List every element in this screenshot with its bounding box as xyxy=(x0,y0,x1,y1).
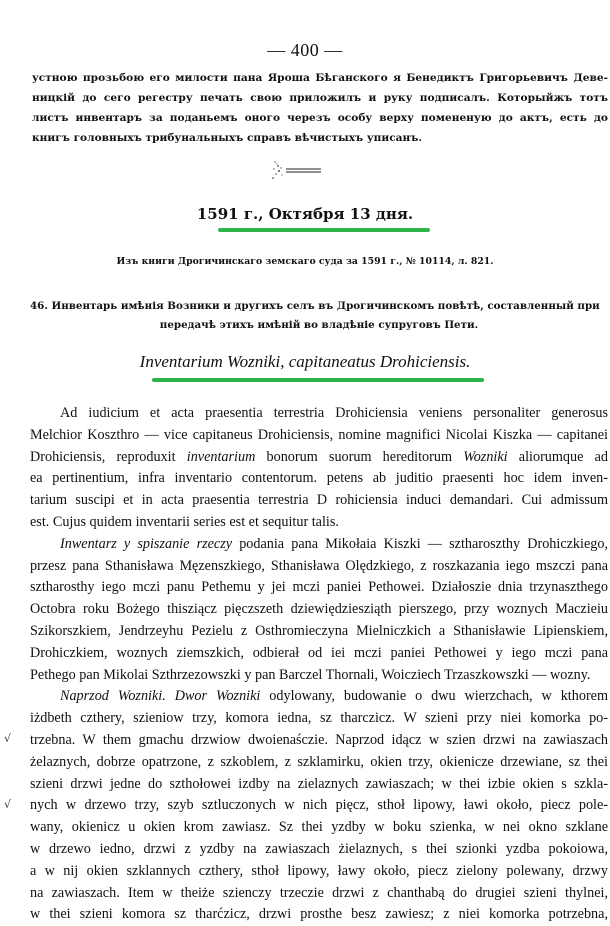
body-line xyxy=(30,817,608,839)
body-line xyxy=(30,643,608,665)
text-run: est. Cujus quidem inventarii series est et sequitur talis. xyxy=(30,513,339,530)
body-line xyxy=(30,883,608,905)
body-line xyxy=(30,468,608,490)
text-run: żelaznych, dobrze opatrzone, z szkoblem, z szklamirku, okien trzy, okienicze drzewiane, sz thei xyxy=(30,753,608,770)
text-run: szieni drzwi jedne do szthołowei izdby na zielaznych zawiaszach; w thei izbie okien s szkla- xyxy=(30,775,608,792)
text-run: trzebna. W them gmachu drzwiow dwoienaśczie. Naprzod idącz w szien drzwi na zawiaszach xyxy=(30,731,608,748)
text-run: odylowany, budowanie o dwu wierzchach, w kthorem xyxy=(260,688,608,705)
body-line xyxy=(30,752,608,774)
text-run: sztharosthy iego mczi panu Pethemu y jei mczi paniei Pethowei. Działoszie dnia trzynaszthego xyxy=(30,579,608,596)
body-line xyxy=(30,403,608,425)
body-line xyxy=(30,577,608,599)
body-line xyxy=(30,556,608,578)
text-run: w drzewo iedno, drzwi z yzdby na zawiaszach żielaznych, s thei szionki yzdba pokoiowa, xyxy=(30,840,608,857)
source-note: Изъ книги Дрогичинскаго земскаго суда за 1591 г., № 10114, л. 821. xyxy=(116,256,494,267)
body-line xyxy=(30,861,608,883)
text-run: na zawiaszach. Item w theiże szienczy trzeczie drzwi z chanthabą do drugiei szieni thylnei, xyxy=(30,884,608,901)
text-run: Drohiciensis, reproduxit xyxy=(30,448,187,465)
body-line xyxy=(30,686,608,708)
body-line xyxy=(30,774,608,796)
body-line xyxy=(30,512,608,534)
document-title xyxy=(30,297,608,335)
date-heading: 1591 г., Октября 13 дня. xyxy=(196,205,414,223)
body-line xyxy=(30,425,608,447)
text-run: Drohiczkiem, woznych ziemszkich, odbierał od iei mczi paniei Pethowei y iego mczi pana xyxy=(30,644,608,661)
italic-phrase: Naprzod Wozniki. Dwor Wozniki xyxy=(60,688,261,705)
text-run: Ad iudicium et acta praesentia terrestria Drohiciensia veniens personaliter generosus xyxy=(60,405,608,421)
text-run: a w nij okien szklannych czthery, sthoł lipowy, ławy około, piecz zielony polewany, drzwy xyxy=(30,862,608,879)
body-line xyxy=(30,708,608,730)
latin-title: Inventarium Wozniki, capitaneatus Drohiciensis. xyxy=(139,352,471,371)
body-line xyxy=(30,490,608,512)
text-run: ea pertinentium, infra inventario contentorum. petens ab juditio praesenti hoc idem inven- xyxy=(30,470,608,487)
text-run: tarium suscipi et in acta praesentia terrestria D rohiciensia induci demandari. Cui admissum xyxy=(30,492,608,509)
ornament-divider-icon xyxy=(270,156,350,186)
date-heading-highlight xyxy=(218,228,430,232)
text-run: Pethego pan Mikolai Szthrzezowszki y pan Barczel Thornali, Woicziech Trzaszkowszki — wozny. xyxy=(30,666,591,683)
page-number: — 400 — xyxy=(267,40,343,60)
latin-title-highlight xyxy=(152,378,484,382)
text-run: wany, okienicz u okien krom zawiasz. Sz thei yzdby w boku szienka, w nei okno szklane xyxy=(30,819,608,836)
body-line xyxy=(30,839,608,861)
body-line xyxy=(30,665,608,687)
body-line xyxy=(30,621,608,643)
italic-phrase: Inwentarz y spiszanie rzeczy xyxy=(60,535,233,552)
italic-phrase: inventarium xyxy=(186,448,256,465)
text-run: Szikorszkiem, Jendrzeyhu Pezielu z Osthromieczyna Mielniczkich a Sthanisławie Lipienskiem, xyxy=(30,622,608,639)
body-text xyxy=(30,403,608,926)
text-run: przesz pana Sthanisława Męzenszkiego, Sthanisława Olędzkiego, z roszkazania iego mszczi pana xyxy=(30,557,608,574)
text-run: Melchior Koszthro — vice capitaneus Drohiciensis, nomine magnifici Nicolai Kiszka — capitanei xyxy=(30,426,608,443)
intro-line: ницкій до сего регестру печать свою приложилъ и руку подписалъ. Которыйжъ тотъ xyxy=(32,92,608,104)
text-run: nych w drzewo trzy, szyb sztluczonych w nich pięcz, sthoł lipowy, ławi około, piecz pole- xyxy=(30,797,608,814)
intro-paragraph xyxy=(32,68,608,148)
body-line xyxy=(30,599,608,621)
body-line xyxy=(30,534,608,556)
text-run: podania pana Mikołaia Kiszki — sztharoszthy Drohiczkiego, xyxy=(232,535,609,552)
italic-phrase: Wozniki xyxy=(463,448,508,465)
intro-line: устною прозьбою его милости пана Ярoша Бѣганского я Бенедиктъ Григорьевичъ Деве- xyxy=(32,72,608,84)
intro-line: листъ инвентаръ за поданьемъ оного черезъ особу верху помененую до актъ, есть до xyxy=(32,112,608,124)
body-line xyxy=(30,447,608,469)
text-run: aliorumque ad xyxy=(507,448,608,465)
intro-line: книгъ головныхъ трибунальныхъ справъ вѣчистыхъ уписанъ. xyxy=(32,132,423,144)
text-run: bonorum suorum hereditorum xyxy=(255,448,464,465)
text-run: iżdbeth czthery, szieniow trzy, komora iedna, sz tharczicz. W szieni przy niei komorka po- xyxy=(30,710,608,727)
text-run: Octobra roku Bożego thisziącz pięczszeth dziewiędziesziąth pierszego, przy woznych Maczieiu xyxy=(30,601,608,618)
body-line xyxy=(30,795,608,817)
margin-checkmark-icon: √ xyxy=(4,798,12,811)
document-title-line: передачѣ этихъ имѣній во владѣніе супруговъ Пети. xyxy=(159,319,479,331)
margin-checkmark-icon: √ xyxy=(4,732,12,745)
body-line xyxy=(30,904,608,926)
text-run: w thei szieni komora sz tharćzicz, drzwi prosthe besz zawiesz; z niei komorka potrzebna, xyxy=(30,906,608,923)
document-title-line: 46. Инвентарь имѣнія Возники и другихъ селъ въ Дрогичинскомъ повѣтѣ, составленный при xyxy=(30,300,600,312)
body-line xyxy=(30,730,608,752)
